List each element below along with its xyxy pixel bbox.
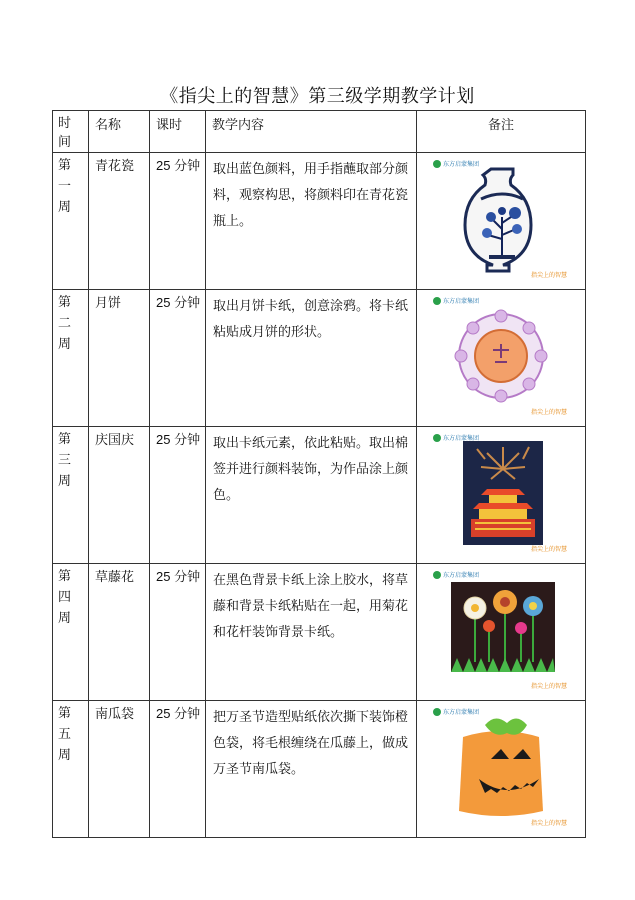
table-row xyxy=(53,153,586,290)
week-cell: 第四周 xyxy=(53,564,89,701)
header-content: 教学内容 xyxy=(206,111,417,153)
name-cell: 草藤花 xyxy=(89,564,150,701)
hours-cell: 25 分钟 xyxy=(150,153,206,290)
content-cell: 把万圣节造型贴纸依次撕下装饰橙色袋，将毛根缠绕在瓜藤上，做成万圣节南瓜袋。 xyxy=(206,701,417,838)
table-row xyxy=(53,427,586,564)
teaching-plan-table xyxy=(52,110,586,838)
table-row xyxy=(53,564,586,701)
content-cell: 取出蓝色颜料，用手指蘸取部分颜料，观察构思，将颜料印在青花瓷瓶上。 xyxy=(206,153,417,290)
flower-garden-collage-icon: 东方启蒙集团 指尖上的智慧 xyxy=(429,570,573,690)
hours-cell: 25 分钟 xyxy=(150,290,206,427)
table-row xyxy=(53,290,586,427)
name-cell: 月饼 xyxy=(89,290,150,427)
name-cell: 南瓜袋 xyxy=(89,701,150,838)
header-note: 备注 xyxy=(417,111,586,153)
note-cell xyxy=(417,290,586,427)
week-cell: 第三周 xyxy=(53,427,89,564)
hours-cell: 25 分钟 xyxy=(150,701,206,838)
content-cell: 取出卡纸元素，依此粘贴。取出棉签并进行颜料装饰，为作品涂上颜色。 xyxy=(206,427,417,564)
table-row xyxy=(53,701,586,838)
content-cell: 在黑色背景卡纸上涂上胶水，将草藤和背景卡纸粘贴在一起，用菊花和花杆装饰背景卡纸。 xyxy=(206,564,417,701)
week-cell: 第五周 xyxy=(53,701,89,838)
mooncake-paper-plate-icon: 东方启蒙集团 指尖上的智慧 xyxy=(429,296,573,416)
header-time: 时间 xyxy=(53,111,89,153)
week-cell: 第一周 xyxy=(53,153,89,290)
name-cell: 青花瓷 xyxy=(89,153,150,290)
note-cell xyxy=(417,701,586,838)
table-header-row xyxy=(53,111,586,153)
note-cell xyxy=(417,564,586,701)
header-hours: 课时 xyxy=(150,111,206,153)
hours-cell: 25 分钟 xyxy=(150,427,206,564)
pumpkin-bag-icon: 东方启蒙集团 指尖上的智慧 xyxy=(429,707,573,827)
hours-cell: 25 分钟 xyxy=(150,564,206,701)
header-name: 名称 xyxy=(89,111,150,153)
note-cell xyxy=(417,153,586,290)
name-cell: 庆国庆 xyxy=(89,427,150,564)
content-cell: 取出月饼卡纸，创意涂鸦。将卡纸粘贴成月饼的形状。 xyxy=(206,290,417,427)
note-cell xyxy=(417,427,586,564)
blue-white-porcelain-vase-icon: 东方启蒙集团 指尖上的智慧 xyxy=(429,159,573,279)
tiananmen-fireworks-icon: 东方启蒙集团 指尖上的智慧 xyxy=(429,433,573,553)
page-title: 《指尖上的智慧》第三级学期教学计划 xyxy=(160,86,475,107)
week-cell: 第二周 xyxy=(53,290,89,427)
